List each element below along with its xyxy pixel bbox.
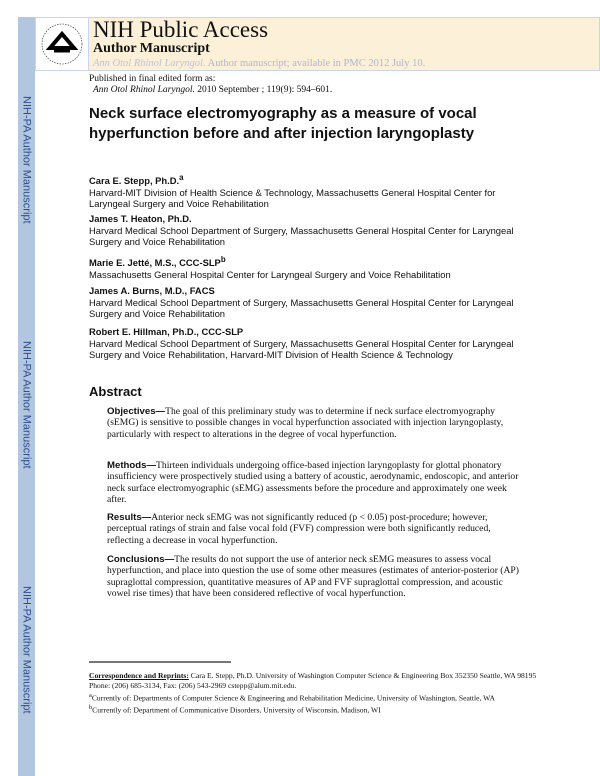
correspondence-text: Cara E. Stepp, Ph.D. University of Washington Computer Science & Engineering Box 352350 Seattle, WA 98195 Phone: (206) 685-3134, Fax: (206) 543-2969 cstepp@alum.mit.edu. bbox=[89, 671, 537, 690]
published-journal: Ann Otol Rhinol Laryngol. bbox=[93, 85, 195, 95]
author-block bbox=[89, 254, 529, 280]
author-affiliation: Harvard Medical School Department of Surgery, Massachusetts General Hospital Center for Laryngeal Surgery and Voice Rehabilitation, Harvard-MIT Division of Health Science & Technology bbox=[89, 338, 514, 360]
header-subtitle: Author Manuscript bbox=[93, 41, 210, 56]
availability-text: Author manuscript; available in PMC 2012 July 10. bbox=[207, 58, 426, 69]
footnote-b: Currently of: Department of Communicative Disorders, University of Wisconsin, Madison, WI bbox=[92, 705, 381, 715]
author-sup: b bbox=[220, 255, 226, 264]
watermark-text: NIH-PA Author Manuscript bbox=[20, 341, 33, 469]
section-text: The goal of this preliminary study was to determine if neck surface electromyography (sEMG) is sensitive to possible changes in vocal hyperfunction associated with injection laryngoplasty, particularly with respect to alterations in the degree of vocal hyperfunction. bbox=[107, 406, 504, 440]
footnote-mark: b bbox=[89, 703, 93, 711]
section-text: Thirteen individuals undergoing office-based injection laryngoplasty for glottal phonatory insufficiency were prospectively studied using a battery of acoustic, aerodynamic, endoscopic, and anterior neck surface electromyographic (sEMG) assessments before the procedure and approximately one week after. bbox=[107, 460, 519, 505]
abstract-objectives bbox=[107, 406, 519, 440]
author-affiliation: Harvard Medical School Department of Surgery, Massachusetts General Hospital Center for Laryngeal Surgery and Voice Rehabilitation bbox=[89, 297, 514, 319]
author-block bbox=[89, 326, 529, 360]
author-name: Robert E. Hillman, Ph.D., CCC-SLP bbox=[89, 326, 244, 337]
author-affiliation: Harvard-MIT Division of Health Science & Technology, Massachusetts General Hospital Center for Laryngeal Surgery and Voice Rehabilitation bbox=[89, 187, 496, 210]
section-label: Results— bbox=[107, 512, 152, 523]
publication-info bbox=[89, 74, 332, 96]
author-affiliation: Harvard Medical School Department of Surgery, Massachusetts General Hospital Center for Laryngeal Surgery and Voice Rehabilitation bbox=[89, 225, 514, 247]
author-sup: a bbox=[179, 173, 184, 182]
section-label: Methods— bbox=[107, 460, 157, 471]
footnote-mark: a bbox=[89, 691, 92, 699]
nih-logo bbox=[35, 17, 89, 71]
footnote-divider bbox=[89, 661, 231, 663]
journal-link[interactable]: Ann Otol Rhinol Laryngol. bbox=[93, 58, 206, 69]
article-title: Neck surface electromyography as a measure of vocal hyperfunction before and after injection laryngoplasty bbox=[89, 105, 477, 142]
abstract-heading: Abstract bbox=[89, 384, 142, 399]
author-name: Cara E. Stepp, Ph.D. bbox=[89, 175, 180, 187]
header-title: NIH Public Access bbox=[93, 17, 269, 42]
sidebar-watermark bbox=[18, 570, 35, 730]
watermark-text: NIH-PA Author Manuscript bbox=[20, 586, 33, 714]
author-block bbox=[89, 172, 529, 209]
published-citation: 2010 September ; 119(9): 594–601. bbox=[197, 85, 333, 95]
correspondence-label: Correspondence and Reprints: bbox=[89, 671, 189, 680]
header-availability bbox=[93, 58, 425, 69]
section-text: Anterior neck sEMG was not significantly reduced (p < 0.05) post-procedure; however, perceptual ratings of strain and false vocal fold (FVF) compression were both significantly reduced, reflecting a decrease in vocal hyperfunction. bbox=[107, 512, 491, 546]
author-name: James T. Heaton, Ph.D. bbox=[89, 213, 192, 224]
nih-logo-icon bbox=[36, 18, 88, 70]
abstract-conclusions bbox=[107, 554, 519, 599]
abstract-results bbox=[107, 512, 519, 546]
author-block bbox=[89, 285, 529, 319]
abstract-methods bbox=[107, 460, 519, 505]
watermark-text: NIH-PA Author Manuscript bbox=[20, 96, 33, 224]
author-affiliation: Massachusetts General Hospital Center for Laryngeal Surgery and Voice Rehabilitation bbox=[89, 269, 451, 281]
author-block bbox=[89, 213, 529, 247]
sidebar-watermark bbox=[18, 325, 35, 485]
footnotes bbox=[89, 671, 539, 715]
section-label: Conclusions— bbox=[107, 554, 175, 565]
sidebar-watermark bbox=[18, 80, 35, 240]
section-text: The results do not support the use of anterior neck sEMG measures to assess vocal hyperfunction, and place into question the use of some other measures (estimates of anterior-posterior (AP) supraglottal compression, quantitative measures of AP and FVF supraglottal compression, and acoustic vowel rise times) that have been considered reflective of vocal hyperfunction. bbox=[107, 554, 519, 599]
author-name: James A. Burns, M.D., FACS bbox=[89, 285, 215, 296]
published-label: Published in final edited form as: bbox=[89, 74, 216, 84]
author-name: Marie E. Jetté, M.S., CCC-SLP bbox=[89, 257, 221, 269]
footnote-a: Currently of: Departments of Computer Science & Engineering and Rehabilitation Medicine, University of Washington, Seattle, WA bbox=[91, 693, 495, 703]
section-label: Objectives— bbox=[107, 406, 166, 417]
